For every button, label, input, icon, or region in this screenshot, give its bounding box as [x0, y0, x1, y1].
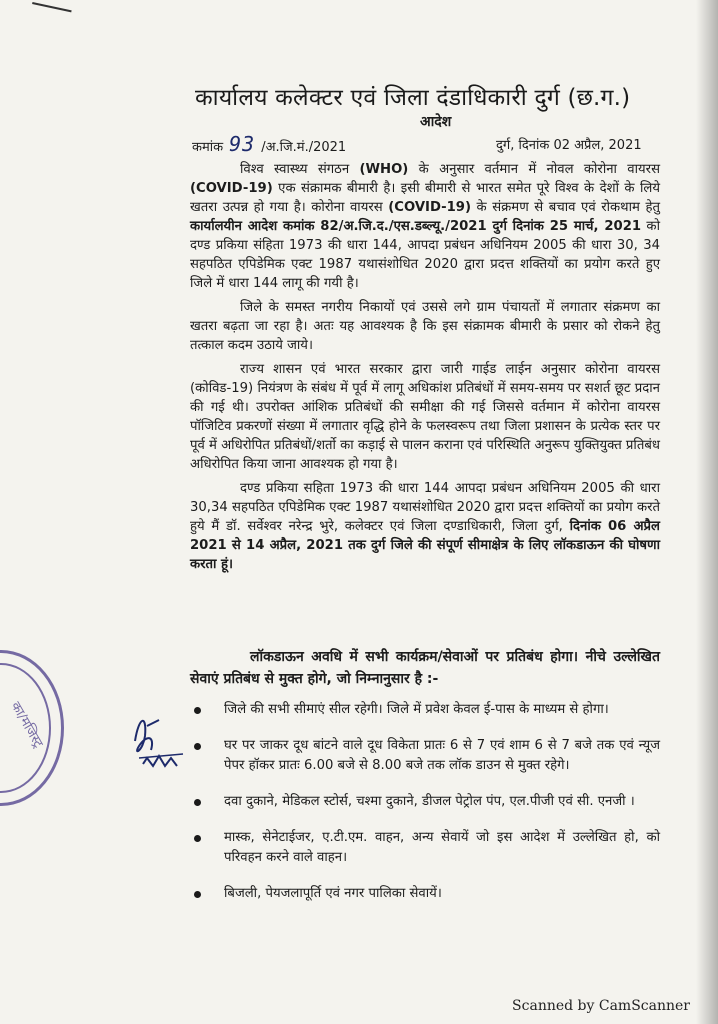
exemption-text: जिले की सभी सीमाएं सील रहेगी। जिले में प्रवेश केवल ई-पास के माध्यम से होगा।: [224, 702, 609, 717]
official-seal-stamp: [0, 650, 64, 806]
order-number: 93: [229, 132, 256, 156]
lockdown-statement: लॉकडाऊन अवधि में सभी कार्यक्रम/सेवाओं पर प्रतिबंध होगा। नीचे उल्लेखित सेवाएं प्रतिबंध से मुक्त होगे, जो निम्नानुसार है :-: [190, 649, 660, 687]
office-title: कार्यालय कलेक्टर एवं जिला दंडाधिकारी दुर्ग (छ.ग.): [195, 85, 631, 111]
list-item: [190, 736, 660, 776]
list-item: [190, 792, 660, 812]
place-date: दुर्ग, दिनांक 02 अप्रैल, 2021: [496, 138, 642, 153]
paragraph-1: [190, 160, 660, 293]
p1-text-5: को दण्ड प्रकिया संहिता 1973 की धारा 144, आपदा प्रबंधन अधिनियम 2005 की धारा 30, 34 सहपठित एपिडेमिक एक्ट 1987 यथासंशोधित 2020 द्वारा प्रदत्त शक्तियों का प्रयोग करते हुए जिले में धारा 144 लागू की गयी है।: [190, 219, 660, 291]
p1-text-1: विश्व स्वास्थ्य संगठन: [240, 162, 360, 177]
seal-lettering: [0, 653, 61, 803]
exemption-text: मास्क, सेनेटाईजर, ए.टी.एम. वाहन, अन्य सेवायें जो इस आदेश में उल्लेखित हो, को परिवहन करने वाले वाहन।: [224, 830, 660, 865]
bullet-icon: [194, 743, 201, 750]
p1-text-2: के अनुसार वर्तमान में नोवल कोरोना वायरस: [408, 162, 660, 177]
bullet-icon: [194, 891, 201, 898]
order-body: [190, 160, 660, 586]
bullet-icon: [194, 799, 201, 806]
order-suffix: /अ.जि.मं./2021: [261, 140, 347, 155]
list-item: [190, 884, 660, 904]
bullet-icon: [194, 707, 201, 714]
exemption-list: [190, 700, 660, 920]
p1-bold-4: कार्यालयीन आदेश कमांक 82/अ.जि.द./एस.डब्ल्यू./2021 दुर्ग दिनांक 25 मार्च, 2021: [190, 219, 642, 234]
order-reference: [192, 132, 346, 156]
paragraph-4: [190, 479, 660, 574]
p1-bold-2: (COVID-19): [190, 181, 273, 196]
order-heading: आदेश: [420, 114, 452, 130]
p1-bold-1: (WHO): [359, 162, 409, 177]
paragraph-2: जिले के समस्त नगरीय निकायों एवं उससे लगे ग्राम पंचायतों में लगातार संक्रमण का खतरा बढ़ता जा रहा है। अतः यह आवश्यक है कि इस संक्रामक बीमारी के प्रसार को रोकने हेतु तत्काल कदम उठाये जाये।: [190, 300, 660, 353]
p1-text-3: एक संक्रामक बीमारी है। इसी बीमारी से भारत समेत पूरे विश्व के देशों के लिये खतरा उत्पन्न हो गया है। कोरोना वायरस: [190, 181, 660, 215]
handwritten-signature: [125, 706, 195, 776]
pen-mark: [28, 2, 71, 30]
scanner-watermark: Scanned by CamScanner: [512, 998, 690, 1014]
exemption-text: घर पर जाकर दूध बांटने वाले दूध विकेता प्रातः 6 से 7 एवं शाम 6 से 7 बजे तक एवं न्यूज पेपर हॉकर प्रातः 6.00 बजे से 8.00 बजे तक लॉक डाउन से मुक्त रहेगे।: [224, 738, 660, 773]
p4-bold-1: दिनांक 06 अप्रैल 2021 से 14 अप्रैल, 2021 तक दुर्ग जिले की संपूर्ण सीमाक्षेत्र के लिए लॉकडाऊन की घोषणा करता हूं।: [190, 519, 660, 572]
exemption-text: दवा दुकाने, मेडिकल स्टोर्स, चश्मा दुकाने, डीजल पेट्रोल पंप, एल.पीजी एवं सी. एनजी ।: [224, 794, 635, 809]
svg-text:का/मजिस्ट्र: का/मजिस्ट्र: [7, 699, 46, 751]
list-item: [190, 828, 660, 868]
bullet-icon: [194, 835, 201, 842]
p4-text-1: दण्ड प्रकिया सहिता 1973 की धारा 144 आपदा प्रबंधन अधिनियम 2005 की धारा 30,34 सहपठित एपिडेमिक एक्ट 1987 यथासंशोधित 2020 द्वारा प्रदत्त शक्तियों का प्रयोग करते हुये मैं डॉ. सर्वेश्वर नरेन्द्र भुरे, कलेक्टर एवं जिला दण्डाधिकारी, जिला दुर्ग,: [190, 481, 660, 534]
p1-text-4: के संक्रमण से बचाव एवं रोकथाम हेतु: [470, 200, 660, 215]
p1-bold-3: (COVID-19): [388, 200, 471, 215]
paragraph-3: राज्य शासन एवं भारत सरकार द्वारा जारी गाईड लाईन अनुसार कोरोना वायरस (कोविड-19) नियंत्रण के संबंध में पूर्व में लागू अधिकांश प्रतिबंधों में समय-समय पर सशर्त छूट प्रदान की गई थी। उपरोक्त आंशिक प्रतिबंधों की समीक्षा की गई जिससे वर्तमान में कोरोना वायरस पॉजिटिव प्रकरणों संख्या में लगातार वृद्धि होने के फलस्वरूप तथा जिला प्रशासन के प्रत्येक स्तर पर पूर्व में अधिरोपित प्रतिबंधों/शर्तो का कड़ाई से पालन कराना एवं परिस्थिति अनुरूप युक्तियुक्त प्रतिबंध अधिरोपित किया जाना आवश्यक हो गया है।: [190, 362, 660, 472]
list-item: [190, 700, 660, 720]
page-edge-shadow: [696, 0, 718, 1024]
order-label: कमांक: [192, 140, 224, 155]
exemption-text: बिजली, पेयजलापूर्ति एवं नगर पालिका सेवायें।: [224, 886, 442, 901]
